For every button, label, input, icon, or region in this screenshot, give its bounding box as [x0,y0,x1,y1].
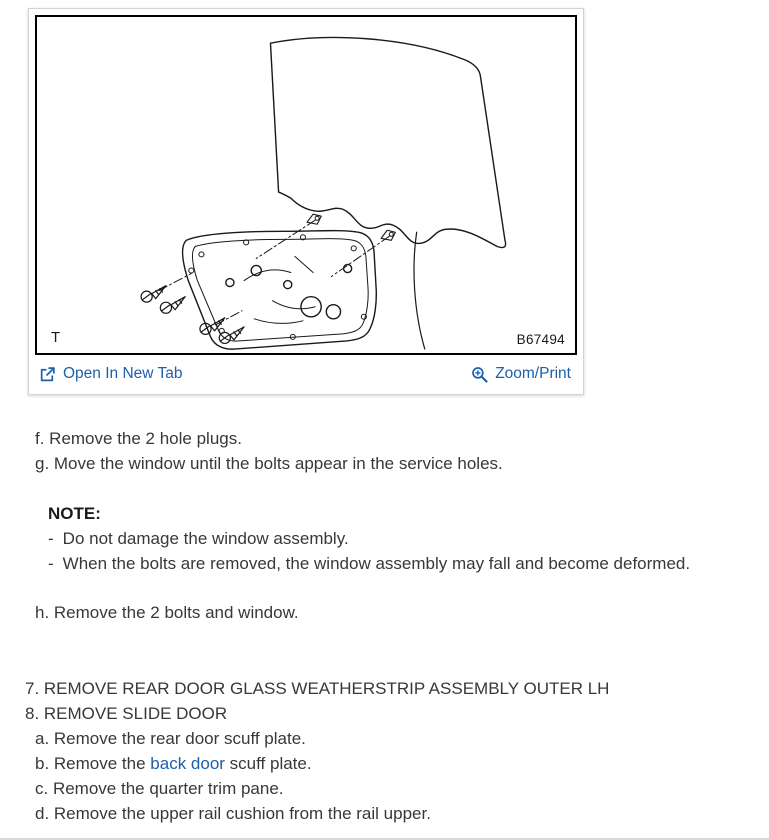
note-dash: - [48,529,54,548]
note-item-text: Do not damage the window assembly. [62,529,349,548]
substep-b-prefix: b. Remove the [35,754,151,773]
zoom-print-label: Zoom/Print [495,365,571,382]
note-block [48,501,749,576]
substep-b-suffix: scuff plate. [224,754,312,773]
section-7: 7. REMOVE REAR DOOR GLASS WEATHERSTRIP ASSEMBLY OUTER LH [25,679,610,698]
figure-panel [28,8,584,395]
open-in-new-tab-icon [39,366,56,383]
open-in-new-tab-label: Open In New Tab [63,365,183,382]
step-f: f. Remove the 2 hole plugs. [35,429,242,448]
open-in-new-tab-link[interactable] [39,365,182,383]
substep-c: c. Remove the quarter trim pane. [35,779,284,798]
zoom-print-link[interactable] [471,365,571,383]
zoom-icon [471,366,488,383]
section-8: 8. REMOVE SLIDE DOOR [25,704,228,723]
figure-toolbar [29,355,583,394]
note-item-text: When the bolts are removed, the window assembly may fall and become deformed. [62,554,691,573]
note-title: NOTE: [48,504,101,523]
substep-a: a. Remove the rear door scuff plate. [35,729,306,748]
door-glass-diagram [37,17,575,353]
step-g: g. Move the window until the bolts appear in the service holes. [35,454,503,473]
figure-code: B67494 [516,332,565,347]
note-item [48,551,749,576]
step-h: h. Remove the 2 bolts and window. [35,603,299,622]
instructions [0,398,769,826]
figure-canvas [35,15,577,355]
note-dash: - [48,554,54,573]
back-door-link[interactable]: back door [150,754,225,773]
substep-d: d. Remove the upper rail cushion from the rail upper. [35,804,431,823]
figure-letter: T [51,329,61,346]
note-item [48,526,749,551]
substep-b [35,751,749,776]
